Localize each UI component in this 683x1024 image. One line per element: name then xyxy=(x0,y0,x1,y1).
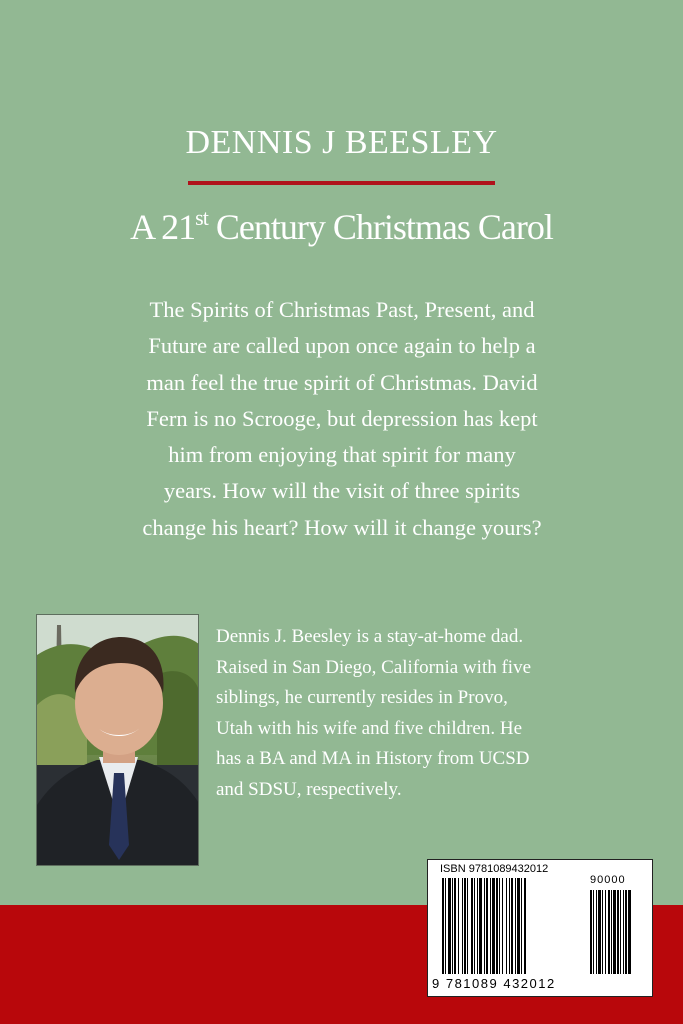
barcode-bar xyxy=(511,878,513,974)
barcode-addon-bar xyxy=(625,890,627,974)
barcode-bar xyxy=(445,878,446,974)
title-prefix: A 21 xyxy=(130,207,196,247)
bio-line: siblings, he currently resides in Provo, xyxy=(216,687,508,708)
barcode-bar xyxy=(486,878,488,974)
barcode-bar xyxy=(509,878,510,974)
barcode-addon-bar xyxy=(605,890,606,974)
barcode-bar xyxy=(458,878,459,974)
barcode-bar xyxy=(524,878,526,974)
barcode-bar xyxy=(477,878,478,974)
barcode-bar xyxy=(464,878,466,974)
barcode-addon-bar xyxy=(590,890,592,974)
title-superscript: st xyxy=(195,205,208,230)
blurb-line: man feel the true spirit of Christmas. David xyxy=(146,369,538,395)
author-name: DENNIS J BEESLEY xyxy=(185,124,498,161)
barcode-bar xyxy=(479,878,482,974)
barcode-bar xyxy=(452,878,453,974)
blurb-line: him from enjoying that spirit for many xyxy=(168,442,516,468)
barcode-bar xyxy=(506,878,507,974)
barcode-bar xyxy=(467,878,468,974)
barcode-addon-bar xyxy=(628,890,631,974)
blurb-line: years. How will the visit of three spirits xyxy=(163,478,521,504)
barcode-bar xyxy=(471,878,473,974)
title-divider xyxy=(188,181,495,185)
barcode-addon-bar xyxy=(613,890,616,974)
isbn-barcode xyxy=(427,859,653,997)
blurb-line: change his heart? How will it change yours? xyxy=(142,514,542,540)
barcode-bar xyxy=(521,878,522,974)
barcode-addon-bar xyxy=(608,890,610,974)
barcode-addon-bar xyxy=(620,890,621,974)
barcode-bar xyxy=(474,878,475,974)
author-bio xyxy=(216,622,656,805)
bio-line: has a BA and MA in History from UCSD xyxy=(216,748,530,769)
blurb-line: Future are called upon once again to help a xyxy=(148,333,536,359)
barcode-bar xyxy=(462,878,463,974)
bio-line: Dennis J. Beesley is a stay-at-home dad. xyxy=(216,626,524,647)
title-suffix: Century Christmas Carol xyxy=(207,207,553,247)
barcode-bar xyxy=(496,878,498,974)
barcode-addon-bar xyxy=(598,890,601,974)
barcode-bar xyxy=(517,878,520,974)
author-portrait-illustration xyxy=(37,615,199,866)
barcode-addon-bar xyxy=(623,890,624,974)
barcode-addon-bar xyxy=(596,890,597,974)
isbn-label: ISBN 9781089432012 xyxy=(440,863,549,875)
barcode-addon-bar xyxy=(611,890,612,974)
blurb-line: The Spirits of Christmas Past, Present, and xyxy=(149,297,535,322)
book-blurb xyxy=(82,292,602,546)
blurb-line: Fern is no Scrooge, but depression has kept xyxy=(146,405,538,431)
barcode-bar xyxy=(502,878,503,974)
barcode-bar xyxy=(484,878,485,974)
barcode-bar xyxy=(442,878,444,974)
barcode-bar xyxy=(454,878,456,974)
barcode-bar xyxy=(448,878,451,974)
bio-line: and SDSU, respectively. xyxy=(216,778,402,800)
barcode-addon-bar xyxy=(617,890,619,974)
barcode-bar xyxy=(499,878,500,974)
price-code: 90000 xyxy=(590,874,626,886)
barcode-addon-bar xyxy=(602,890,603,974)
bio-line: Utah with his wife and five children. He xyxy=(216,717,523,739)
author-photo xyxy=(36,614,199,866)
barcode-bar xyxy=(490,878,491,974)
barcode-bar xyxy=(515,878,516,974)
barcode-digits: 9 781089 432012 xyxy=(432,976,556,991)
barcode-addon-bar xyxy=(593,890,594,974)
bio-line: Raised in San Diego, California with five xyxy=(216,656,532,678)
book-title xyxy=(0,206,683,248)
barcode-bar xyxy=(492,878,495,974)
